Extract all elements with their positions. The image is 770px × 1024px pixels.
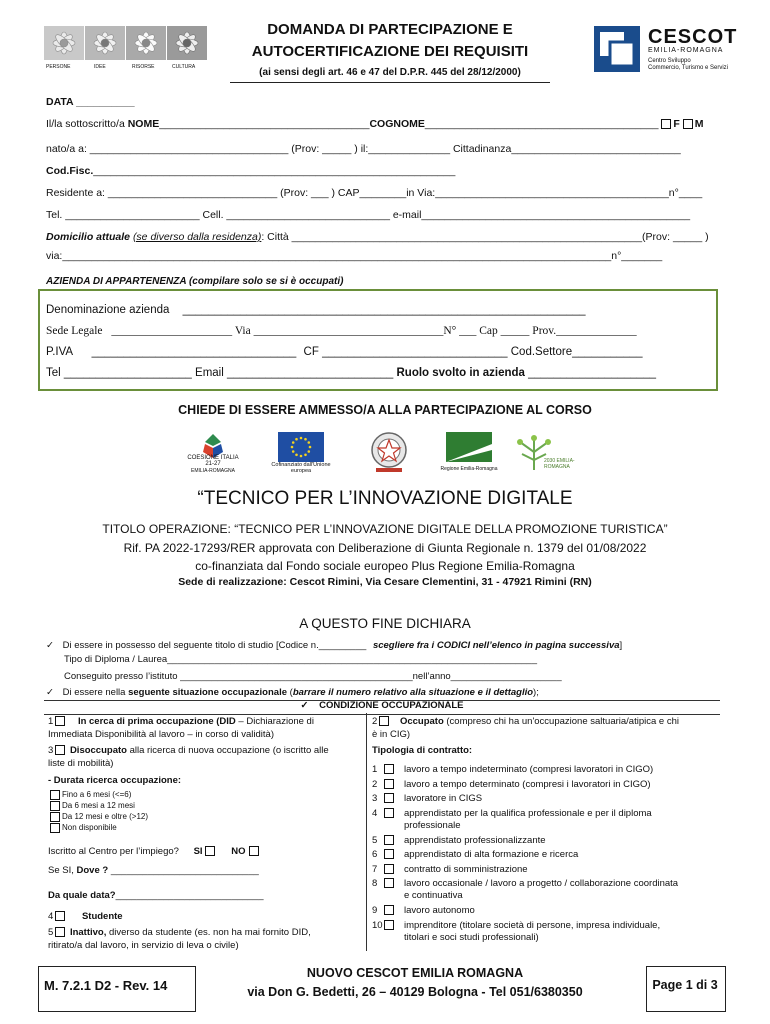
tel-label: Tel <box>46 367 61 379</box>
contract-label <box>404 764 653 776</box>
company-row-4 <box>46 367 656 379</box>
titolo-note: scegliere fra i CODICI nell’elenco in pagina successiva <box>372 640 620 651</box>
n-label: N° <box>443 325 457 337</box>
declare-item-1 <box>46 640 622 651</box>
contract-checkbox[interactable] <box>384 808 394 818</box>
contract-label <box>404 905 475 917</box>
cond-1-num: 1 <box>48 716 54 727</box>
cond-1-line2: Immediata Disponibilità al lavoro – in corso di validità) <box>48 729 274 740</box>
eu-star-icon <box>304 453 307 456</box>
piva-field[interactable]: ________________________________ <box>91 346 297 358</box>
cond-3-title: Disoccupato <box>69 745 127 756</box>
durata-label: - Durata ricerca occupazione: <box>48 775 182 786</box>
footer-org: NUOVO CESCOT EMILIA ROMAGNA <box>306 966 524 980</box>
eu-star-icon <box>292 450 295 453</box>
footer-address: via Don G. Bedetti, 26 – 40129 Bologna - Tel 051/6380350 <box>247 985 583 999</box>
via-label: Via <box>234 325 251 337</box>
birth-row[interactable]: nato/a a: __________________________________ (Prov: _____ ) il:______________ Cittadinanza_____________________________ <box>46 143 681 155</box>
contract-option <box>372 920 660 944</box>
tipologia-label: Tipologia di contratto: <box>372 745 473 756</box>
name-row-prefix: Il/la sottoscritto/a <box>46 118 128 130</box>
contract-number: 10 <box>372 919 383 931</box>
agenda-2030-text: 2030 EMILIA-ROMAGNA <box>544 458 575 470</box>
contract-checkbox[interactable] <box>384 878 394 888</box>
contract-option <box>372 764 653 776</box>
titolo-label: Di essere in possesso del seguente titolo di studio [Codice n. <box>62 640 319 651</box>
n-field[interactable]: ___ <box>459 325 477 337</box>
company-heading: AZIENDA DI APPARTENENZA (compilare solo se si è occupati) <box>46 276 344 287</box>
cond-3-num: 3 <box>48 745 54 756</box>
email-field[interactable]: __________________________ <box>227 367 394 379</box>
daquale-row <box>48 890 264 901</box>
cond-4-checkbox[interactable] <box>55 911 65 921</box>
cond-3-line2: liste di mobilità) <box>48 758 114 769</box>
via-field[interactable]: _________________________________ <box>253 325 444 337</box>
via-row[interactable]: via:______________________________________________________________________________________________n°_______ <box>46 250 663 262</box>
name-row <box>46 118 703 130</box>
contract-number: 8 <box>372 878 378 889</box>
cf-row <box>46 165 455 177</box>
tipo-diploma-field[interactable]: Tipo di Diploma / Laurea______________________________________________________________________ <box>64 654 537 665</box>
cond-3 <box>48 745 329 756</box>
contract-option <box>372 835 546 847</box>
daquale-field[interactable]: ____________________________ <box>115 890 264 901</box>
ruolo-label: Ruolo svolto in azienda <box>396 367 525 379</box>
sede-realizzazione-label: Sede di realizzazione: <box>178 576 287 588</box>
form-title-line2: AUTOCERTIFICAZIONE DEI REQUISITI <box>251 43 529 60</box>
contract-label-line: apprendistato per la qualifica professionale e per il diploma <box>404 807 652 819</box>
contract-label <box>404 779 651 791</box>
cond-3-rest: alla ricerca di nuova occupazione (o iscritto alle <box>126 745 329 756</box>
sede-line <box>0 576 770 588</box>
residence-row[interactable]: Residente a: _____________________________ (Prov: ___ ) CAP________in Via:________________________________________n°____ <box>46 187 703 199</box>
durata-opt-1-checkbox[interactable] <box>50 790 60 800</box>
cond-2-rest: (compreso chi ha un'occupazione saltuaria/atipica e chi <box>443 716 679 727</box>
codsett-label: Cod.Settore <box>510 346 573 358</box>
contract-label-line: imprenditore (titolare società di persone, impresa individuale, <box>404 919 661 931</box>
cf-field[interactable]: ______________________________________________________________ <box>93 165 456 177</box>
contract-option <box>372 878 678 902</box>
contract-label <box>404 849 578 861</box>
contract-option <box>372 808 652 832</box>
cond-2 <box>372 716 679 727</box>
data-field[interactable]: DATA __________ <box>46 96 135 108</box>
contract-number: 5 <box>372 834 378 846</box>
cap-field[interactable]: _____ <box>500 325 530 337</box>
coesione-logo-text: COESIONE ITALIA 21-27 <box>187 455 239 467</box>
contract-checkbox[interactable] <box>384 779 394 789</box>
sede-realizzazione-value: Cescot Rimini, Via Cesare Clementini, 31 - 47921 Rimini (RN) <box>286 576 592 588</box>
region-logo-text: Regione Emilia-Romagna <box>440 466 498 472</box>
condition-table <box>44 700 720 951</box>
durata-opt-2 <box>50 801 135 811</box>
flower-label: IDEE <box>94 64 106 70</box>
eu-flag-icon <box>278 432 324 462</box>
daquale-label: Da quale data? <box>48 890 116 901</box>
item2-a: Di essere nella <box>62 687 129 698</box>
domicile-note: (se diverso dalla residenza) <box>132 231 262 243</box>
contract-label-line: apprendistato di alta formazione e ricerca <box>404 849 579 860</box>
durata-opt-3-checkbox[interactable] <box>50 812 60 822</box>
cognome-label: COGNOME <box>369 118 425 130</box>
si-checkbox[interactable] <box>205 846 215 856</box>
iscritto-row <box>48 846 259 857</box>
dichiara-heading: A QUESTO FINE DICHIARA <box>299 616 471 631</box>
cond-5-line2: ritirato/a dal lavoro, in servizio di leva o civile) <box>48 940 239 951</box>
eu-star-icon <box>309 446 312 449</box>
no-label: NO <box>231 846 246 857</box>
nome-field[interactable]: ____________________________________ <box>159 118 370 130</box>
gender-m-label: M <box>694 118 704 130</box>
durata-opt-2-checkbox[interactable] <box>50 801 60 811</box>
operation-title: TITOLO OPERAZIONE: “TECNICO PER L’INNOVAZIONE DIGITALE DELLA PROMOZIONE TURISTICA” <box>102 522 668 536</box>
contract-label-line: lavoro a tempo determinato (compresi i lavoratori in CIGO) <box>404 778 651 790</box>
item2-b: seguente situazione occupazionale <box>128 687 287 698</box>
page-number: Page 1 di 3 <box>652 978 718 992</box>
company-row-1 <box>46 304 586 316</box>
durata-opt-3-label: Da 12 mesi e oltre (>12) <box>62 812 149 822</box>
italian-emblem-icon <box>368 430 410 474</box>
dove-field[interactable]: ____________________________ <box>108 865 259 876</box>
contract-checkbox[interactable] <box>384 764 394 774</box>
contract-checkbox[interactable] <box>384 920 394 930</box>
contract-checkbox[interactable] <box>384 835 394 845</box>
cf-label: Cod.Fisc. <box>46 165 94 177</box>
eu-star-icon <box>292 441 295 444</box>
prov-field[interactable]: ______________ <box>556 325 637 337</box>
table-divider <box>366 713 367 951</box>
contract-label <box>404 920 660 944</box>
company-row-3 <box>46 346 642 358</box>
sede-label: Sede Legale <box>46 325 103 337</box>
check-icon: ✓ <box>46 687 54 698</box>
flower-logos <box>44 26 209 66</box>
chiede-heading: CHIEDE DI ESSERE AMMESSO/A ALLA PARTECIPAZIONE AL CORSO <box>178 403 592 417</box>
domicile-label: Domicilio attuale <box>46 231 131 243</box>
contract-number: 9 <box>372 905 378 916</box>
contract-checkbox[interactable] <box>384 793 394 803</box>
flower-icon-row <box>44 26 209 66</box>
domicile-row <box>46 231 709 243</box>
contract-number: 6 <box>372 849 378 860</box>
cond-4 <box>48 911 123 922</box>
sede-field[interactable]: _____________________ <box>111 325 233 337</box>
contract-checkbox[interactable] <box>384 849 394 859</box>
denom-field[interactable]: _______________________________________________________________ <box>182 304 586 316</box>
flower-label: PERSONE <box>46 64 71 70</box>
cond-5 <box>48 927 311 938</box>
durata-opt-1-label: Fino a 6 mesi (<=6) <box>62 790 132 800</box>
contract-label <box>404 793 482 805</box>
table-header <box>44 700 720 711</box>
contract-number: 4 <box>372 807 378 819</box>
cescot-logo-icon <box>594 26 640 72</box>
eu-star-icon <box>307 450 310 453</box>
nome-label: NOME <box>127 118 160 130</box>
cescot-logo-tag2: Commercio, Turismo e Servizi <box>648 65 729 71</box>
contract-option <box>372 779 651 791</box>
item2-c: ( <box>287 687 293 698</box>
flower-label: CULTURA <box>172 64 196 70</box>
cond-1-rest: – Dichiarazione di <box>235 716 314 727</box>
contract-label-line: lavoratore in CIGS <box>404 793 483 804</box>
contract-option <box>372 905 475 917</box>
eu-logo-text: Cofinanziato dall'Unione europea <box>271 462 331 474</box>
form-code: M. 7.2.1 D2 - Rev. 14 <box>44 978 168 993</box>
eu-star-icon <box>307 441 310 444</box>
cescot-logo-tag1: Centro Sviluppo <box>648 58 691 64</box>
item2-end: ); <box>533 687 539 698</box>
eu-star-icon <box>300 437 303 440</box>
contract-label-line: titolari e soci studi professionali) <box>404 931 539 943</box>
gender-m-checkbox[interactable] <box>683 119 693 129</box>
cescot-logo-region: EMILIA-ROMAGNA <box>648 47 724 54</box>
contract-option <box>372 849 578 861</box>
durata-opt-4 <box>50 823 117 833</box>
cond-1-checkbox[interactable] <box>55 716 65 726</box>
declare-item-2 <box>46 687 539 698</box>
contract-label <box>404 808 652 832</box>
durata-opt-3 <box>50 812 148 822</box>
dove-prefix: Se SI, <box>48 865 77 876</box>
durata-opt-4-checkbox[interactable] <box>50 823 60 833</box>
contract-label <box>404 878 678 902</box>
contract-label-line: e continuativa <box>404 890 463 901</box>
contract-number: 3 <box>372 793 378 804</box>
contract-number: 1 <box>372 764 378 775</box>
denom-label: Denominazione azienda <box>46 304 170 316</box>
cond-1 <box>48 716 314 727</box>
contract-number: 2 <box>372 778 378 790</box>
si-label: SI <box>193 846 203 857</box>
contract-label <box>404 835 546 847</box>
no-checkbox[interactable] <box>249 846 259 856</box>
tel-field[interactable]: ____________________ <box>63 367 192 379</box>
cond-5-num: 5 <box>48 927 54 938</box>
dove-row <box>48 865 259 876</box>
cond-5-rest: diverso da studente (es. non ha mai fornito DID, <box>106 927 311 938</box>
gender-f-checkbox[interactable] <box>661 119 671 129</box>
ruolo-field[interactable]: ____________________ <box>528 367 657 379</box>
codsett-field[interactable]: ___________ <box>572 346 643 358</box>
cond-1-title: In cerca di prima occupazione (DID <box>77 716 236 727</box>
iscritto-label: Iscritto al Centro per l’impiego? <box>48 846 179 857</box>
contacts-row[interactable]: Tel. _______________________ Cell. ____________________________ e-mail______________________________________________ <box>46 209 691 221</box>
course-title: “TECNICO PER L’INNOVAZIONE DIGITALE <box>197 488 573 509</box>
eu-star-icon <box>295 438 298 441</box>
cognome-field[interactable]: ________________________________________ <box>424 118 659 130</box>
table-header-label: CONDIZIONE OCCUPAZIONALE <box>319 700 464 711</box>
cond-4-title: Studente <box>81 911 123 922</box>
eu-star-icon <box>304 438 307 441</box>
check-icon: ✓ <box>46 640 54 651</box>
flower-label: RISORSE <box>132 64 155 70</box>
item2-note: barrare il numero relativo alla situazione e il dettaglio <box>292 687 534 698</box>
domicile-field[interactable]: : Città ____________________________________________________________(Prov: _____ ) <box>261 231 709 243</box>
prov-label: Prov. <box>532 325 557 337</box>
email-label: Email <box>195 367 224 379</box>
titolo-end: ] <box>619 640 623 651</box>
piva-label: P.IVA <box>46 346 73 358</box>
rif-line: Rif. PA 2022-17293/RER approvata con Deliberazione di Giunta Regionale n. 1379 del 01/08/2022 <box>123 541 647 555</box>
contract-label-line: lavoro occasionale / lavoro a progetto / collaborazione coordinata <box>404 878 679 889</box>
cescot-logo-name: CESCOT <box>648 26 738 48</box>
cond-5-checkbox[interactable] <box>55 927 65 937</box>
cf-company-field[interactable]: _____________________________ <box>322 346 508 358</box>
durata-opt-1 <box>50 790 131 800</box>
cap-label: Cap <box>479 325 498 337</box>
contract-checkbox[interactable] <box>384 905 394 915</box>
contract-label-line: lavoro autonomo <box>404 905 475 916</box>
cond-2-checkbox[interactable] <box>379 716 389 726</box>
titolo-code-field[interactable]: _________ <box>318 640 367 651</box>
durata-opt-2-label: Da 6 mesi a 12 mesi <box>62 801 135 811</box>
cf-company-label: CF <box>303 346 319 358</box>
title-underline <box>230 82 550 83</box>
contract-label <box>404 864 528 876</box>
eu-star-icon <box>291 446 294 449</box>
contract-option <box>372 864 528 876</box>
region-logo-icon <box>446 432 492 468</box>
company-row-2 <box>46 325 637 337</box>
conseguito-field[interactable]: Conseguito presso l’istituto ____________________________________________nell’anno_____________________ <box>64 671 562 682</box>
cond-2-line2: è in CIG) <box>372 729 411 740</box>
contract-number: 7 <box>372 863 378 875</box>
cond-3-checkbox[interactable] <box>55 745 65 755</box>
cond-2-title: Occupato <box>399 716 444 727</box>
contract-checkbox[interactable] <box>384 864 394 874</box>
cond-2-num: 2 <box>372 716 378 727</box>
contract-label-line: lavoro a tempo indeterminato (compresi lavoratori in CIGO) <box>404 764 654 775</box>
eu-star-icon <box>300 455 303 458</box>
cofin-line: co-finanziata dal Fondo sociale europeo Plus Regione Emilia-Romagna <box>195 559 575 573</box>
contract-label-line: apprendistato professionalizzante <box>404 834 546 846</box>
contract-option <box>372 793 482 805</box>
cond-4-num: 4 <box>48 911 54 922</box>
cond-5-title: Inattivo, <box>69 927 107 938</box>
coesione-logo-sub: EMILIA-ROMAGNA <box>191 468 235 474</box>
gender-f-label: F <box>673 118 680 130</box>
dove-label: Dove ? <box>76 865 109 876</box>
contract-label-line: contratto di somministrazione <box>404 863 528 875</box>
contract-label-line: professionale <box>404 819 461 831</box>
form-subtitle: (ai sensi degli art. 46 e 47 del D.P.R. 445 del 28/12/2000) <box>259 67 521 78</box>
form-title-line1: DOMANDA DI PARTECIPAZIONE E <box>267 21 513 38</box>
check-icon: ✓ <box>300 700 309 711</box>
eu-star-icon <box>295 453 298 456</box>
durata-opt-4-label: Non disponibile <box>62 823 117 833</box>
